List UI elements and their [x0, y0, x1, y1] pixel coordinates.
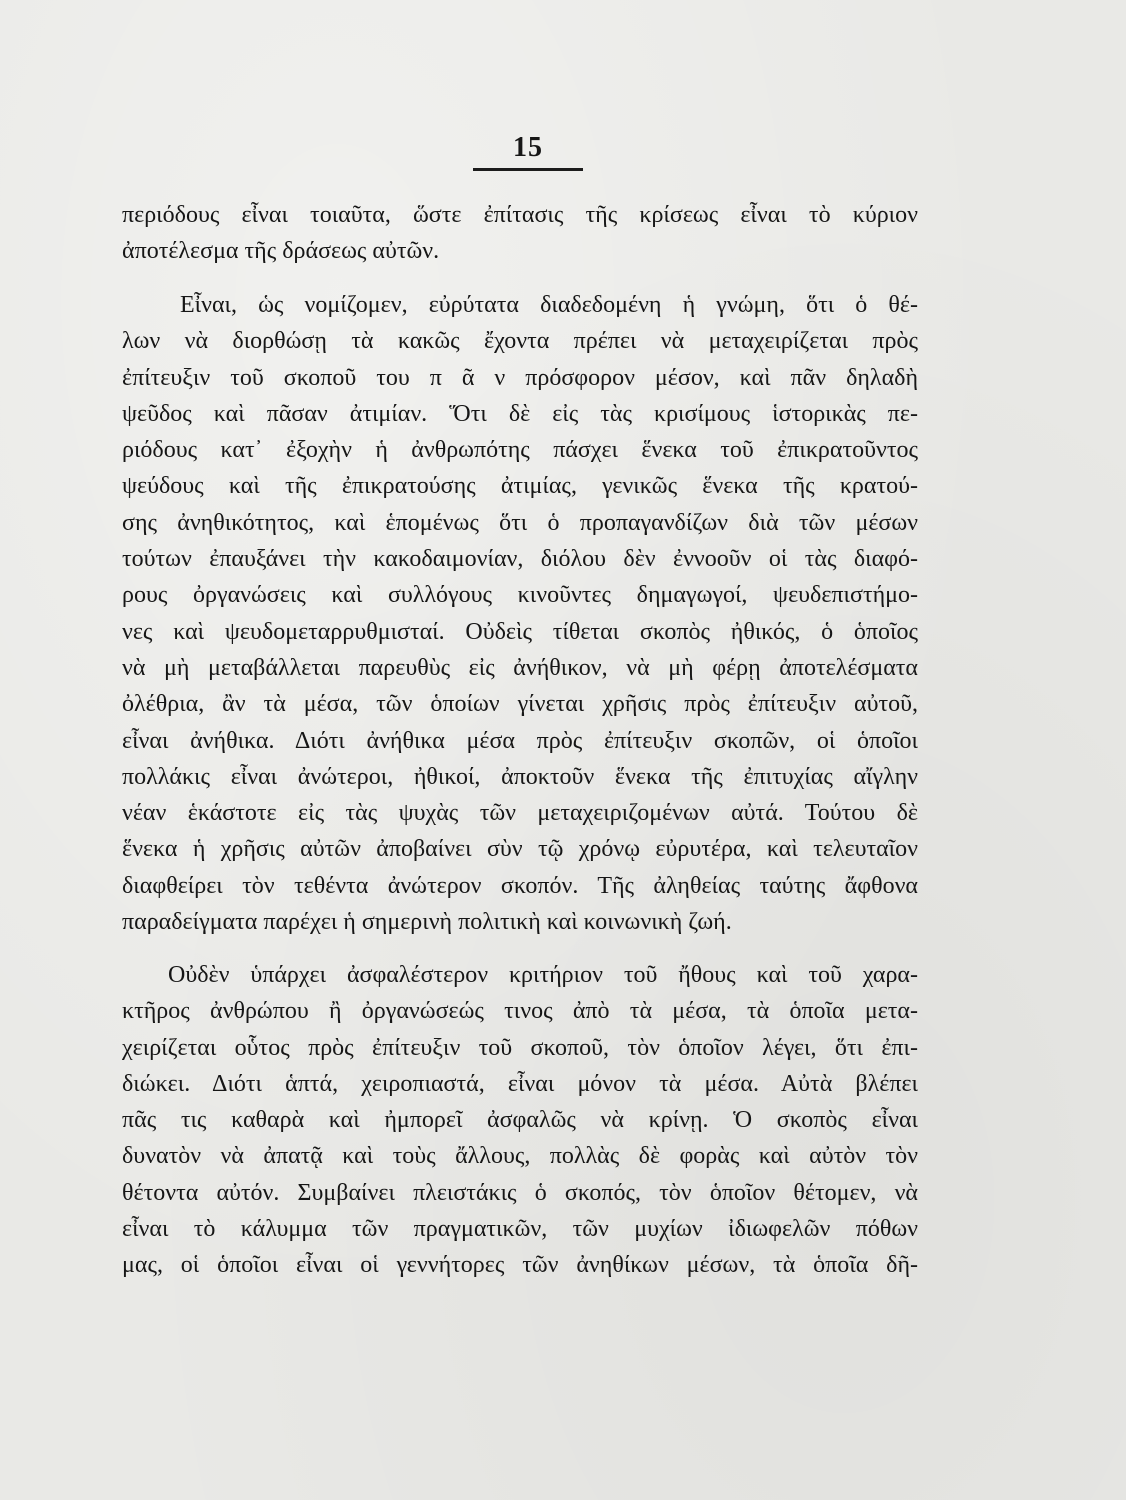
text-line: πολλάκις εἶναι ἀνώτεροι, ἠθικοί, ἀποκτοῦν ἕνεκα τῆς ἐπιτυχίας αἴγλην — [122, 763, 918, 790]
text-line: ψεύδους καὶ τῆς ἐπικρατούσης ἀτιμίας, γενικῶς ἕνεκα τῆς κρατού- — [122, 473, 918, 500]
text-line: πᾶς τις καθαρὰ καὶ ἠμπορεῖ ἀσφαλῶς νὰ κρίνῃ. Ὁ σκοπὸς εἶναι — [122, 1107, 918, 1134]
text-line: διώκει. Διότι ἁπτά, χειροπιαστά, εἶναι μόνον τὰ μέσα. Αὐτὰ βλέπει — [122, 1070, 918, 1097]
text-line: κτῆρος ἀνθρώπου ἢ ὀργανώσεώς τινος ἀπὸ τὰ μέσα, τὰ ὁποῖα μετα- — [122, 998, 918, 1025]
text-line: ριόδους κατ᾽ ἐξοχὴν ἡ ἀνθρωπότης πάσχει ἕνεκα τοῦ ἐπικρατοῦντος — [122, 437, 918, 464]
text-line: τούτων ἐπαυξάνει τὴν κακοδαιμονίαν, διόλου δὲν ἐννοοῦν οἱ τὰς διαφό- — [122, 546, 918, 573]
paragraph-2 — [122, 287, 918, 940]
text-line: μας, οἱ ὁποῖοι εἶναι οἱ γεννήτορες τῶν ἀνηθίκων μέσων, τὰ ὁποῖα δῆ- — [122, 1252, 918, 1279]
text-line: ἀποτέλεσμα τῆς δράσεως αὐτῶν. — [122, 238, 440, 265]
text-line: περιόδους εἶναι τοιαῦτα, ὥστε ἐπίτασις τῆς κρίσεως εἶναι τὸ κύριον — [122, 202, 918, 228]
text-line: ὀλέθρια, ἂν τὰ μέσα, τῶν ὁποίων γίνεται χρῆσις πρὸς ἐπίτευξιν αὐτοῦ, — [122, 691, 918, 718]
text-line: ἕνεκα ἡ χρῆσις αὐτῶν ἀποβαίνει σὺν τῷ χρόνῳ εὐρυτέρα, καὶ τελευταῖον — [122, 836, 918, 863]
text-line: δυνατὸν νὰ ἀπατᾷ καὶ τοὺς ἄλλους, πολλὰς δὲ φορὰς καὶ αὐτὸν τὸν — [122, 1143, 918, 1170]
text-line: ρους ὀργανώσεις καὶ συλλόγους κινοῦντες δημαγωγοί, ψευδεπιστήμο- — [122, 582, 918, 609]
text-line: ψεῦδος καὶ πᾶσαν ἀτιμίαν. Ὅτι δὲ εἰς τὰς κρισίμους ἱστορικὰς πε- — [122, 400, 918, 427]
text-line: Οὐδὲν ὑπάρχει ἀσφαλέστερον κριτήριον τοῦ ἤθους καὶ τοῦ χαρα- — [168, 962, 918, 988]
text-line: εἶναι ἀνήθικα. Διότι ἀνήθικα μέσα πρὸς ἐπίτευξιν σκοπῶν, οἱ ὁποῖοι — [122, 727, 918, 754]
text-line: νὰ μὴ μεταβάλλεται παρευθὺς εἰς ἀνήθικον, νὰ μὴ φέρῃ ἀποτελέσματα — [122, 654, 918, 681]
page-number-rule — [473, 168, 583, 171]
text-line: διαφθείρει τὸν τεθέντα ἀνώτερον σκοπόν. Τῆς ἀληθείας ταύτης ἄφθονα — [122, 872, 918, 899]
text-line: λων νὰ διορθώσῃ τὰ κακῶς ἔχοντα πρέπει νὰ μεταχειρίζεται πρὸς — [122, 328, 918, 355]
paragraph-continuation — [122, 197, 918, 270]
text-line: ἐπίτευξιν τοῦ σκοποῦ του π ᾶ ν πρόσφορον μέσον, καὶ πᾶν δηλαδὴ — [122, 364, 918, 391]
text-line: νέαν ἑκάστοτε εἰς τὰς ψυχὰς τῶν μεταχειριζομένων αὐτά. Τούτου δὲ — [122, 800, 918, 827]
text-line: εἶναι τὸ κάλυμμα τῶν πραγματικῶν, τῶν μυχίων ἰδιωφελῶν πόθων — [122, 1216, 918, 1243]
paragraph-3 — [122, 957, 918, 1284]
text-line: χειρίζεται οὗτος πρὸς ἐπίτευξιν τοῦ σκοποῦ, τὸν ὁποῖον λέγει, ὅτι ἐπι- — [122, 1034, 918, 1061]
text-line: νες καὶ ψευδομεταρρυθμισταί. Οὐδεὶς τίθεται σκοπὸς ἠθικός, ὁ ὁποῖος — [122, 618, 918, 645]
page-number: 15 — [513, 132, 543, 163]
text-line: θέτοντα αὐτόν. Συμβαίνει πλειστάκις ὁ σκοπός, τὸν ὁποῖον θέτομεν, νὰ — [122, 1179, 918, 1206]
text-line: Εἶναι, ὡς νομίζομεν, εὐρύτατα διαδεδομένη ἡ γνώμη, ὅτι ὁ θέ- — [180, 292, 918, 318]
text-line: σης ἀνηθικότητος, καὶ ἑπομένως ὅτι ὁ προπαγανδίζων διὰ τῶν μέσων — [122, 509, 918, 536]
text-line: παραδείγματα παρέχει ἡ σημερινὴ πολιτικὴ καὶ κοινωνικὴ ζωή. — [122, 909, 732, 936]
